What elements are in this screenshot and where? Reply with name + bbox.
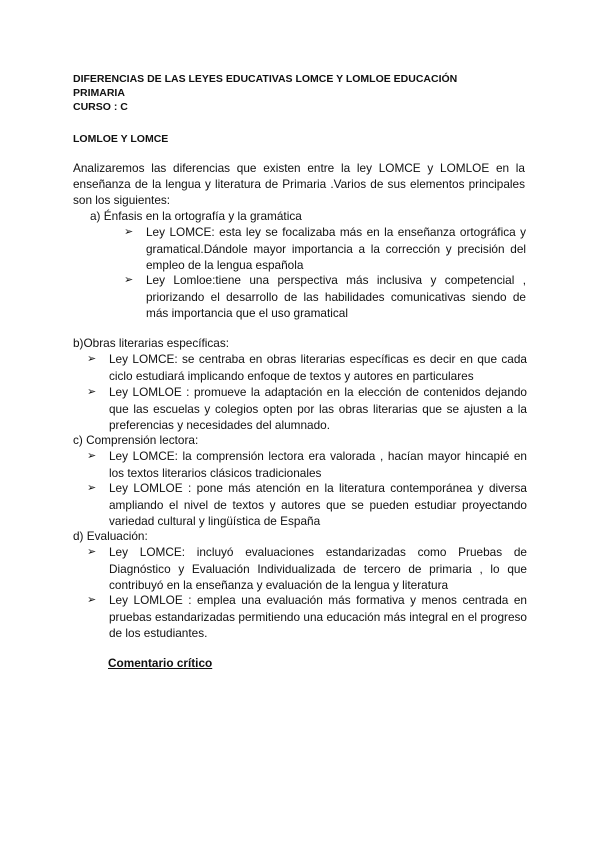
arrow-bullet-icon: ➢ bbox=[87, 386, 97, 398]
section-b-heading: b)Obras literarias específicas: bbox=[73, 336, 230, 350]
list-item bbox=[87, 448, 527, 481]
list-item bbox=[87, 592, 527, 642]
section-heading: LOMLOE Y LOMCE bbox=[73, 133, 169, 145]
document-title bbox=[73, 72, 533, 114]
list-item bbox=[124, 272, 526, 322]
list-item-text: Ley LOMLOE : promueve la adaptación en la elección de contenidos dejando que las escuelas y colegios opten por las obras literarias que se ajusten a la preferencias y necesidades del alumnado. bbox=[109, 385, 527, 432]
title-line-1: DIFERENCIAS DE LAS LEYES EDUCATIVAS LOMCE Y LOMLOE EDUCACIÓN bbox=[73, 73, 458, 85]
list-item-text: Ley LOMLOE : emplea una evaluación más formativa y menos centrada en pruebas estandarizadas permitiendo una educación más integral en el progreso de los estudiantes. bbox=[109, 593, 527, 640]
list-item-text: Ley LOMCE: la comprensión lectora era valorada , hacían mayor hincapié en los textos literarios clásicos tradicionales bbox=[109, 449, 527, 480]
arrow-bullet-icon: ➢ bbox=[124, 226, 134, 238]
list-item bbox=[87, 544, 527, 594]
arrow-bullet-icon: ➢ bbox=[87, 482, 97, 494]
list-item bbox=[87, 480, 527, 530]
list-item-text: Ley Lomloe:tiene una perspectiva más inclusiva y competencial , priorizando el desarrollo de las habilidades comunicativas siendo de más importancia que el uso gramatical bbox=[146, 273, 526, 320]
title-line-2: PRIMARIA bbox=[73, 87, 125, 99]
critical-comment-heading: Comentario crítico bbox=[108, 656, 213, 670]
list-item bbox=[124, 224, 526, 274]
list-item bbox=[87, 384, 527, 434]
arrow-bullet-icon: ➢ bbox=[87, 594, 97, 606]
section-d-heading: d) Evaluación: bbox=[73, 529, 148, 543]
list-item-text: Ley LOMLOE : pone más atención en la literatura contemporánea y diversa ampliando el nivel de textos y autores que se pueden estudiar proyectando variedad cultural y lingüística de España bbox=[109, 481, 527, 528]
section-a-heading: a) Énfasis en la ortografía y la gramática bbox=[90, 209, 302, 223]
list-item-text: Ley LOMCE: esta ley se focalizaba más en la enseñanza ortográfica y gramatical.Dándole mayor importancia a la corrección y precisión del empleo de la lengua española bbox=[146, 225, 526, 272]
list-item-text: Ley LOMCE: se centraba en obras literarias específicas es decir en que cada ciclo estudiará implicando enfoque de textos y autores en particulares bbox=[109, 352, 527, 383]
list-item-text: Ley LOMCE: incluyó evaluaciones estandarizadas como Pruebas de Diagnóstico y Evaluación Individualizada de tercero de primaria , lo que contribuyó en la enseñanza y evaluación de la lengua y literatura bbox=[109, 545, 527, 592]
intro-paragraph: Analizaremos las diferencias que existen entre la ley LOMCE y LOMLOE en la enseñanza de la lengua y literatura de Primaria .Varios de sus elementos principales son los siguientes: bbox=[73, 161, 525, 207]
arrow-bullet-icon: ➢ bbox=[124, 274, 134, 286]
list-item bbox=[87, 351, 527, 384]
arrow-bullet-icon: ➢ bbox=[87, 546, 97, 558]
arrow-bullet-icon: ➢ bbox=[87, 353, 97, 365]
course-label: CURSO : C bbox=[73, 101, 128, 113]
section-c-heading: c) Comprensión lectora: bbox=[73, 433, 199, 447]
arrow-bullet-icon: ➢ bbox=[87, 450, 97, 462]
